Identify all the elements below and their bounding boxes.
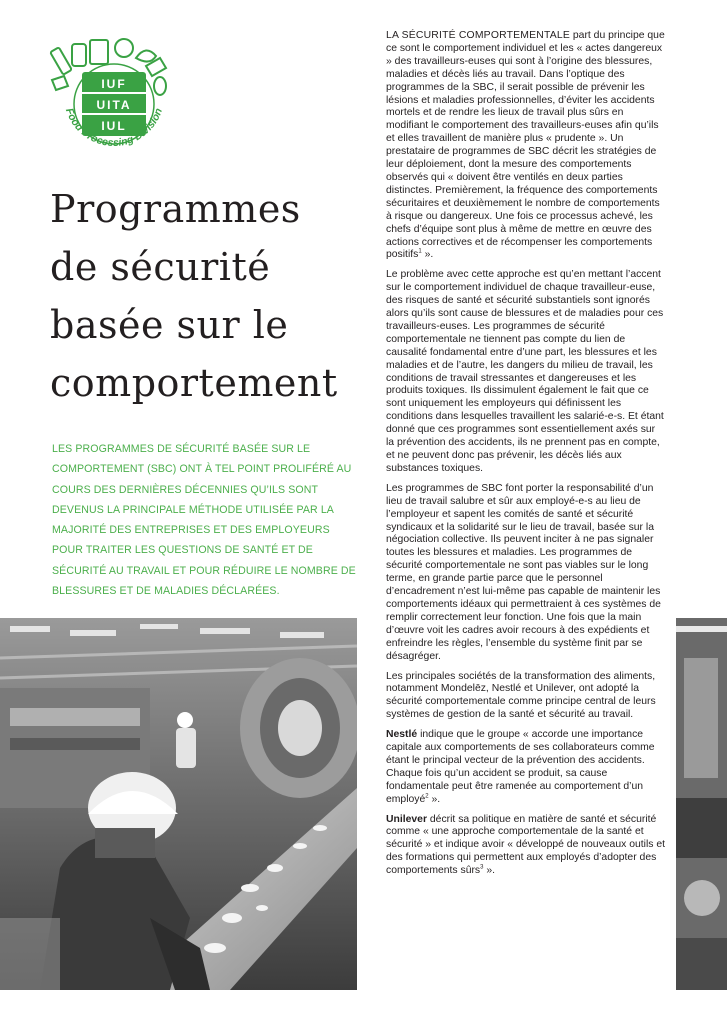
footnote-ref-1[interactable]: 1 (418, 248, 422, 255)
article-paragraph-6 (386, 814, 666, 879)
brand-nestle: Nestlé (386, 729, 418, 741)
factory-worker-photo (0, 618, 357, 990)
article-kicker: LA SÉCURITÉ COMPORTEMENTALE (386, 30, 570, 41)
photo-edge-illustration (676, 618, 727, 990)
acronym-badge (82, 72, 146, 136)
iuf-logo-graphic (44, 34, 184, 169)
article-p1-end: ». (421, 249, 434, 261)
iuf-logo (44, 34, 184, 169)
article-column (386, 30, 666, 885)
article-paragraph-2: Le problème avec cette approche est qu’en mettant l’accent sur le comportement individuel de chaque travailleur-euse, des risques de santé et sécurité substantiels sont ignorés alors qu’ils sont cause de blessures et de maladies pour ces travailleurs-euses. Les programmes de sécurité comportementale ne tiennent pas compte du lien de causalité fondamental entre d’une part, les blessures et les maladies et de l’autre, les dangers du milieu de travail, les conditions de travail stressantes et dangereuses et les produits toxiques. Ils dissimulent également le fait que ce sont uniquement les employeurs qui définissent les conditions dans lesquelles travaillent les salarié-e-s. Et étant donné que ces programmes sont essentiellement axés sur la prévention des accidents, ils ne prennent pas en compte, et ne peuvent donc pas prévenir, les décès liés aux substances toxiques. (386, 269, 664, 474)
article-p5-text: indique que le groupe « accorde une importance capitale aux comportements de ses collaborateurs comme étant le principal vecteur de la prévention des accidents. Chaque fois qu’un accident se produit, sa cause fondamentale peut être ramenée au comportement d’un employé (386, 729, 655, 805)
title-line-2: de sécurité (50, 245, 271, 289)
article-p6-end: ». (483, 865, 496, 877)
acronym-uita: UITA (96, 98, 132, 112)
photo-illustration (0, 618, 357, 990)
article-paragraph-5 (386, 729, 666, 806)
article-paragraph-1 (386, 30, 666, 262)
acronym-iul: IUL (101, 119, 127, 133)
footnote-ref-3[interactable]: 3 (480, 864, 484, 871)
title-line-4: comportement (50, 361, 338, 405)
title-line-3: basée sur le (50, 303, 289, 347)
division-label: Food Processing Division (62, 106, 166, 150)
article-p1-text: part du principe que ce sont le comportement individuel et les « actes dangereux » des travailleurs-euses qui sont à l’origine des blessures, maladies et décès liés au travail. Dans l’optique des programmes de la SBC, il serait possible de prévenir les lésions et maladies professionnelles, d’éviter les accidents mortels et de rendre les lieux de travail plus sûrs en modifiant le comportement des travailleurs-euses afin qu’ils et elles travaillent de manière plus « prudente ». Un prestataire de programmes de SBC décrit les stratégies de leur déploiement, dont la mesure des comportements observés qui « doivent être ventilés en deux parties distinctes. Premièrement, la fréquence des comportements sécuritaires et deuxièmement le nombre de comportements à risque ou dangereux. Une fois ce processus achevé, les chefs d’équipe sont plus à même de mettre en œuvre des actions correctives et de récompenser les comportements positifs (386, 30, 665, 261)
footnote-ref-2[interactable]: 2 (425, 793, 429, 800)
article-p6-text: décrit sa politique en matière de santé et sécurité comme « une approche comportementale de la santé et sécurité » et indique avoir « développé de nouveaux outils et des formations qui permettent aux employés d’adopter des comportements sûrs (386, 813, 666, 877)
page-title (50, 180, 350, 412)
article-p5-end: ». (428, 793, 441, 805)
factory-photo-edge (676, 618, 727, 990)
title-line-1: Programmes (50, 187, 301, 231)
intro-paragraph: LES PROGRAMMES DE SÉCURITÉ BASÉE SUR LE COMPORTEMENT (SBC) ONT À TEL POINT PROLIFÉRÉ AU COURS DES DERNIÈRES DÉCENNIES QU’ILS SONT DEVENUS LA PRINCIPALE MÉTHODE UTILISÉE PAR LA MAJORITÉ DES ENTREPRISES ET DES EMPLOYEURS POUR TRAITER LES QUESTIONS DE SANTÉ ET DE SÉCURITÉ AU TRAVAIL ET POUR RÉDUIRE LE NOMBRE DE BLESSURES ET DE MALADIES DÉCLARÉES. (52, 443, 356, 598)
article-paragraph-4: Les principales sociétés de la transformation des aliments, notamment Mondelēz, Nestlé et Unilever, ont adopté la sécurité comportementale comme principe central de leurs systèmes de gestion de la santé et sécurité au travail. (386, 670, 656, 721)
acronym-iuf: IUF (101, 77, 127, 91)
article-paragraph-3: Les programmes de SBC font porter la responsabilité d’un lieu de travail salubre et sûr aux employé-e-s au lieu de l’employeur et sapent les comités de santé et sécurité syndicaux et la solidarité sur le lieu de travail, basée sur la négociation collective. Ils peuvent inciter à ne pas signaler toutes les blessures et maladies. Les programmes de sécurité comportementale ne sont pas viables sur le long terme, en grande partie parce que le personnel d’encadrement n’est lui-même pas capable de maintenir les comportements idéaux qui permettraient à ces systèmes de remplir correctement leur fonction. Une fois que la main d’œuvre voit les cadres avoir recours à des expédients et enfreindre les règles, l’ensemble du système finit par se désagréger. (386, 482, 661, 662)
brand-unilever: Unilever (386, 813, 428, 825)
